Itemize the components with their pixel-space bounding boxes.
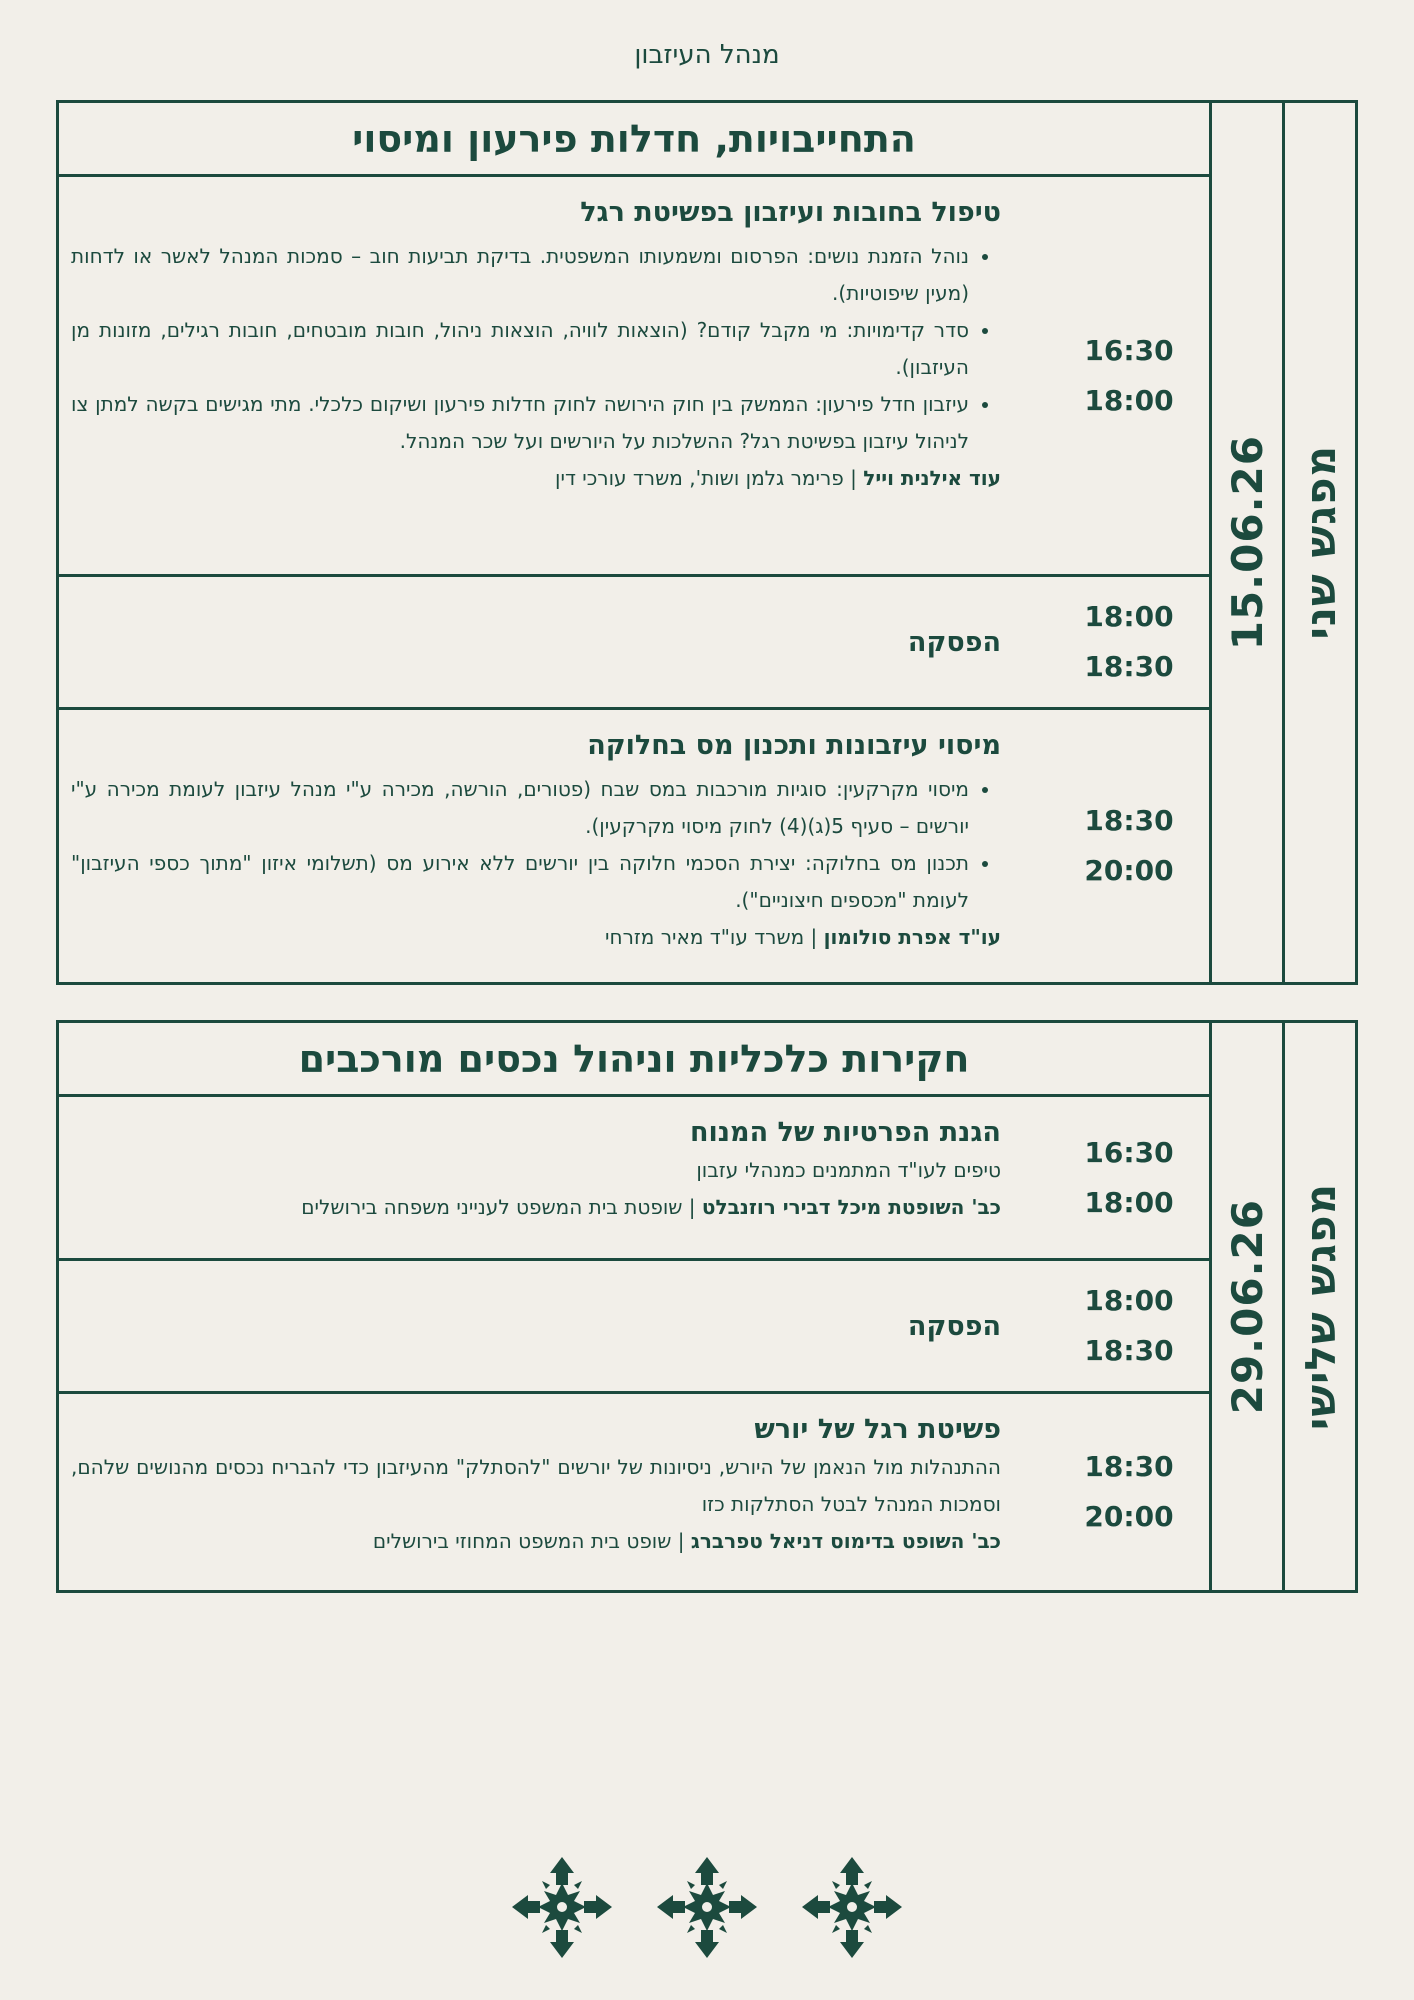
meeting-block-second — [56, 100, 1358, 985]
time-end: 18:00 — [1084, 383, 1174, 417]
session-text: ההתנהלות מול הנאמן של היורש, ניסיונות של יורשים "להסתלק" מהעיזבון כדי להבריח נכסים מהנושים שלהם, וסמכות המנהל לבטל הסתלקות כזו — [71, 1455, 1001, 1516]
session-text: טיפים לעו"ד המתמנים כמנהלי עזבון — [696, 1158, 1001, 1182]
session-row — [59, 1097, 1209, 1258]
speaker-name: כב' השופט בדימוס דניאל טפרברג — [690, 1529, 1001, 1553]
session-title: פשיטת רגל של יורש — [754, 1414, 1001, 1445]
session-time — [1049, 1394, 1209, 1590]
session-point: • נוהל הזמנת נושים: הפרסום ומשמעותו המשפטית. בדיקת תביעות חוב – סמכות המנהל לאשר או לדחות (מעין שיפוטיות). — [71, 238, 969, 312]
session-time — [1049, 577, 1209, 707]
session-row — [59, 177, 1209, 574]
speaker-line — [71, 919, 1001, 956]
speaker-affiliation: | משרד עו"ד מאיר מזרחי — [605, 925, 824, 949]
meeting-content — [59, 1023, 1209, 1590]
session-time — [1049, 710, 1209, 982]
meeting-name-column — [1282, 1023, 1355, 1590]
time-start: 16:30 — [1084, 1135, 1174, 1169]
page-title: מנהל העיזבון — [634, 40, 780, 70]
session-body — [59, 577, 1049, 707]
speaker-line — [71, 1523, 1001, 1560]
time-end: 18:30 — [1084, 650, 1174, 683]
session-body — [59, 710, 1049, 982]
diamond-ornament-icon — [512, 1855, 612, 1960]
session-time — [1049, 1097, 1209, 1258]
meeting-date: 29.06.26 — [1222, 1198, 1272, 1415]
time-start: 18:30 — [1084, 804, 1174, 837]
meeting-date-column — [1209, 103, 1282, 982]
session-row — [59, 1391, 1209, 1590]
time-end: 18:30 — [1084, 1334, 1174, 1367]
speaker-name: עוד אילנית וייל — [863, 466, 1001, 490]
meeting-title: התחייבויות, חדלות פירעון ומיסוי — [59, 103, 1209, 177]
time-end: 20:00 — [1084, 854, 1174, 887]
session-body — [59, 1097, 1049, 1258]
speaker-affiliation: | פרימר גלמן ושות', משרד עורכי דין — [555, 466, 864, 490]
speaker-name: עו"ד אפרת סולומון — [823, 925, 1001, 949]
speaker-line — [71, 1189, 1001, 1226]
session-point: • מיסוי מקרקעין: סוגיות מורכבות במס שבח (פטורים, הורשה, מכירה ע"י מנהל עיזבון לעומת מכירה ע"י יורשים – סעיף 5(ג)(4) לחוק מיסוי מקרקעין). — [71, 771, 969, 845]
time-start: 18:00 — [1084, 1284, 1174, 1317]
break-row — [59, 574, 1209, 707]
meeting-date-column — [1209, 1023, 1282, 1590]
session-body — [59, 177, 1049, 574]
session-point: • תכנון מס בחלוקה: יצירת הסכמי חלוקה בין יורשים ללא אירוע מס (תשלומי איזון "מתוך כספי העיזבון" לעומת "מכספים חיצוניים"). — [71, 845, 969, 919]
time-start: 16:30 — [1084, 333, 1174, 367]
meeting-content — [59, 103, 1209, 982]
footer-logos — [512, 1855, 902, 1960]
session-body — [59, 1261, 1049, 1391]
session-title: מיסוי עיזבונות ותכנון מס בחלוקה — [587, 730, 1001, 761]
meeting-name-column — [1282, 103, 1355, 982]
meeting-name: מפגש שלישי — [1295, 1182, 1345, 1431]
speaker-affiliation: | שופט בית המשפט המחוזי בירושלים — [372, 1529, 691, 1553]
session-title: טיפול בחובות ועיזבון בפשיטת רגל — [580, 197, 1001, 228]
session-point: • סדר קדימויות: מי מקבל קודם? (הוצאות לוויה, הוצאות ניהול, חובות מובטחים, חובות רגילים, מזונות מן העיזבון). — [71, 312, 969, 386]
speaker-line — [71, 460, 1001, 497]
meeting-block-third — [56, 1020, 1358, 1593]
session-points — [71, 238, 1001, 460]
break-title: הפסקה — [907, 1310, 1001, 1342]
session-title: הגנת הפרטיות של המנוח — [689, 1117, 1001, 1148]
diamond-ornament-icon — [657, 1855, 757, 1960]
session-body — [59, 1394, 1049, 1590]
speaker-affiliation: | שופטת בית המשפט לענייני משפחה בירושלים — [301, 1195, 702, 1219]
session-time — [1049, 1261, 1209, 1391]
break-title: הפסקה — [907, 626, 1001, 658]
meeting-date: 15.06.26 — [1222, 434, 1272, 651]
session-time — [1049, 177, 1209, 574]
time-start: 18:00 — [1084, 600, 1174, 633]
time-end: 18:00 — [1084, 1185, 1174, 1219]
break-row — [59, 1258, 1209, 1391]
time-end: 20:00 — [1084, 1500, 1174, 1533]
time-start: 18:30 — [1084, 1450, 1174, 1483]
meeting-title: חקירות כלכליות וניהול נכסים מורכבים — [59, 1023, 1209, 1097]
speaker-name: כב' השופטת מיכל דבירי רוזנבלט — [701, 1195, 1001, 1219]
session-row — [59, 707, 1209, 982]
diamond-ornament-icon — [802, 1855, 902, 1960]
session-point: • עיזבון חדל פירעון: הממשק בין חוק הירושה לחוק חדלות פירעון ושיקום כלכלי. מתי מגישים בקשה למתן צו לניהול עיזבון בפשיטת רגל? ההשלכות על היורשים ועל שכר המנהל. — [71, 386, 969, 460]
meeting-name: מפגש שני — [1295, 445, 1345, 640]
session-points — [71, 771, 1001, 919]
